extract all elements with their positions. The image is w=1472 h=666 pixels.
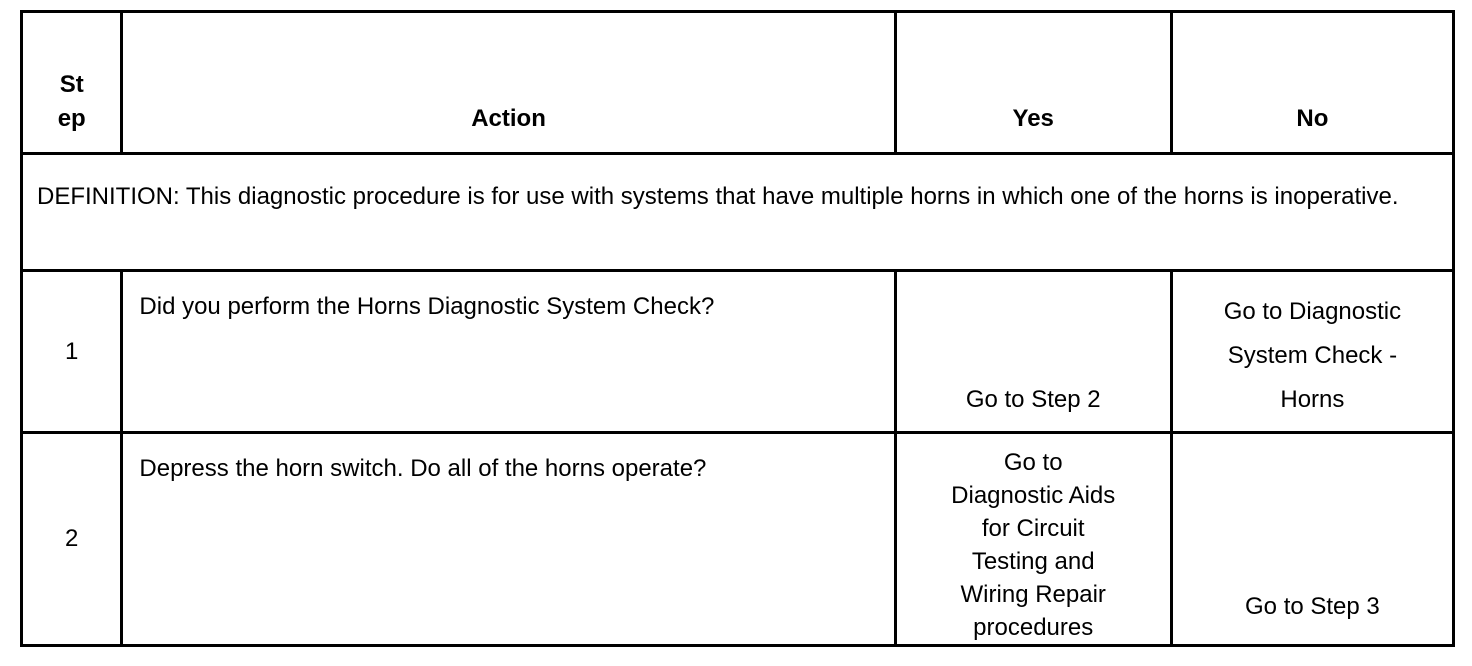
- yes-result-line: procedures: [973, 614, 1094, 641]
- yes-result: [895, 433, 1171, 646]
- step-number: 1: [22, 271, 122, 433]
- definition-text: DEFINITION: This diagnostic procedure is for use with systems that have multiple horns in which one of the horns is inoperative.: [22, 154, 1454, 271]
- step-header-line2: ep: [57, 105, 86, 132]
- table-row: [22, 433, 1454, 646]
- no-result: [1171, 271, 1453, 433]
- yes-result-line: Diagnostic Aids: [951, 482, 1116, 509]
- no-result-line: Horns: [1280, 386, 1345, 413]
- table-row: [22, 271, 1454, 433]
- action-text: Did you perform the Horns Diagnostic System Check?: [122, 271, 895, 433]
- no-result: Go to Step 3: [1171, 433, 1453, 646]
- step-header-line1: St: [59, 71, 84, 98]
- action-column-header: Action: [122, 12, 895, 154]
- no-column-header: No: [1171, 12, 1453, 154]
- diagnostic-table: [20, 10, 1455, 647]
- definition-row: [22, 154, 1454, 271]
- step-column-header: [22, 12, 122, 154]
- yes-result-line: Go to: [1003, 449, 1063, 476]
- yes-result-line: for Circuit: [981, 515, 1085, 542]
- yes-result-line: Testing and: [971, 548, 1095, 575]
- action-text: Depress the horn switch. Do all of the horns operate?: [122, 433, 895, 646]
- no-result-line: Go to Diagnostic: [1223, 298, 1402, 325]
- table-header-row: [22, 12, 1454, 154]
- no-result-line: System Check -: [1227, 342, 1398, 369]
- step-number: 2: [22, 433, 122, 646]
- yes-column-header: Yes: [895, 12, 1171, 154]
- yes-result-line: Wiring Repair: [960, 581, 1106, 608]
- yes-result: Go to Step 2: [895, 271, 1171, 433]
